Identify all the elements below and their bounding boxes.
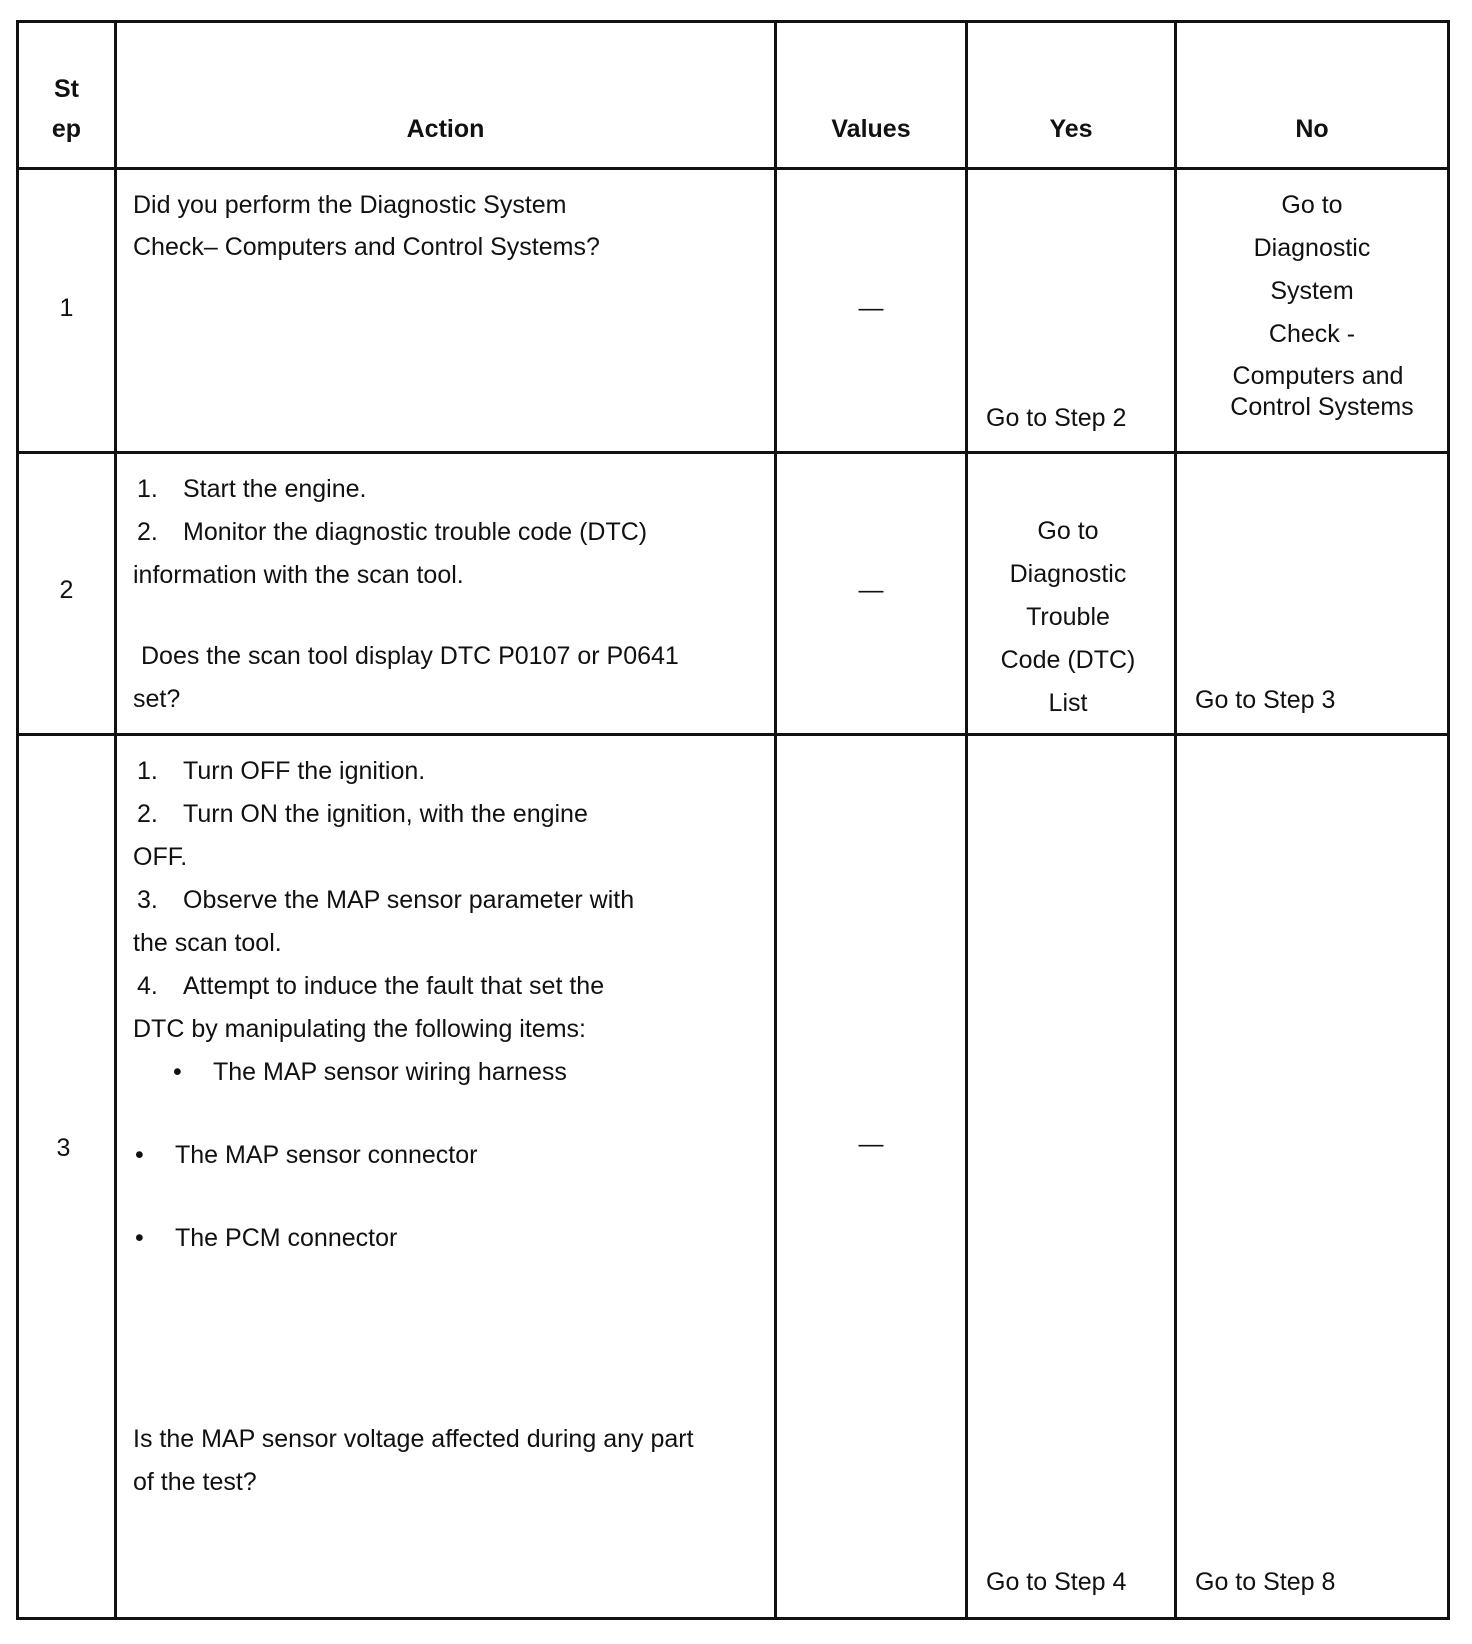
yes-link[interactable]: Go to Step 4	[986, 1568, 1127, 1596]
no-link[interactable]	[1177, 184, 1447, 421]
list-text: Monitor the diagnostic trouble code (DTC)	[183, 518, 648, 546]
step-number: 2	[59, 576, 74, 604]
yes-line: Go to	[1037, 517, 1099, 545]
list-continuation: information with the scan tool.	[133, 561, 464, 589]
table-row	[18, 735, 1449, 1619]
table-row	[18, 453, 1449, 735]
list-continuation: OFF.	[133, 843, 188, 871]
value-dash: —	[858, 576, 884, 604]
yes-column-header	[967, 22, 1176, 169]
action-cell	[116, 453, 776, 735]
list-number: 3.	[137, 886, 158, 914]
bullet-glyph: •	[173, 1058, 182, 1086]
step-number: 1	[59, 294, 74, 322]
action-cell	[116, 169, 776, 453]
question-line: set?	[133, 685, 181, 713]
bullet-item	[133, 1217, 764, 1260]
list-item	[133, 468, 764, 511]
list-text: Turn ON the ignition, with the engine	[183, 800, 588, 828]
yes-line: Diagnostic	[1009, 560, 1127, 588]
diagnostic-table	[16, 20, 1450, 1620]
table-row	[18, 169, 1449, 453]
list-text: Attempt to induce the fault that set the	[183, 972, 605, 1000]
list-item	[133, 750, 764, 793]
step-number: 3	[56, 1134, 71, 1162]
action-line: Did you perform the Diagnostic System	[133, 191, 567, 219]
question-line: of the test?	[133, 1468, 257, 1496]
no-header-label: No	[1295, 115, 1329, 143]
no-link[interactable]: Go to Step 8	[1195, 1568, 1336, 1596]
step-header-line-1: St	[54, 75, 79, 103]
list-continuation: DTC by manipulating the following items:	[133, 1015, 586, 1043]
bullet-glyph: •	[135, 1141, 144, 1169]
list-text: Turn OFF the ignition.	[183, 757, 426, 785]
bullet-item	[133, 1051, 764, 1094]
bullet-text: The PCM connector	[175, 1224, 398, 1252]
list-item	[133, 965, 764, 1008]
no-line: Check -	[1268, 320, 1356, 348]
yes-cell	[967, 735, 1176, 1619]
diagnostic-page	[16, 20, 1447, 1620]
yes-header-label: Yes	[1049, 115, 1093, 143]
no-line: System	[1270, 277, 1354, 305]
list-item	[133, 879, 764, 922]
values-header-label: Values	[831, 115, 911, 143]
step-header-line-2: ep	[51, 115, 82, 143]
list-continuation: the scan tool.	[133, 929, 282, 957]
no-line: Computers and	[1232, 362, 1404, 390]
no-cell	[1176, 453, 1449, 735]
yes-line: Code (DTC)	[1000, 646, 1136, 674]
step-cell	[18, 735, 116, 1619]
no-line: Diagnostic	[1253, 234, 1371, 262]
action-line: Check– Computers and Control Systems?	[133, 233, 600, 261]
yes-cell	[967, 169, 1176, 453]
values-cell	[776, 735, 967, 1619]
bullet-text: The MAP sensor connector	[175, 1141, 478, 1169]
yes-cell	[967, 453, 1176, 735]
list-number: 1.	[137, 475, 158, 503]
step-column-header	[18, 22, 116, 169]
values-cell	[776, 169, 967, 453]
values-column-header	[776, 22, 967, 169]
list-text: Start the engine.	[183, 475, 367, 503]
list-item	[133, 793, 764, 836]
header-row	[18, 22, 1449, 169]
value-dash: —	[858, 294, 884, 322]
list-item	[133, 511, 764, 554]
list-number: 2.	[137, 518, 158, 546]
list-text: Observe the MAP sensor parameter with	[183, 886, 635, 914]
step-cell	[18, 453, 116, 735]
question-line: Does the scan tool display DTC P0107 or P0641	[141, 642, 679, 670]
value-dash: —	[858, 1130, 884, 1158]
question-line: Is the MAP sensor voltage affected during any part	[133, 1425, 694, 1453]
bullet-glyph: •	[135, 1224, 144, 1252]
list-number: 2.	[137, 800, 158, 828]
bullet-text: The MAP sensor wiring harness	[213, 1058, 567, 1086]
no-cell	[1176, 169, 1449, 453]
yes-line: Trouble	[1026, 603, 1110, 631]
yes-link[interactable]: Go to Step 2	[986, 404, 1127, 432]
no-link[interactable]: Go to Step 3	[1195, 686, 1336, 714]
yes-line: List	[1048, 689, 1088, 717]
yes-link[interactable]	[962, 510, 1174, 725]
action-header-label: Action	[406, 115, 485, 143]
action-cell	[116, 735, 776, 1619]
no-line: Go to	[1281, 191, 1343, 219]
no-cell	[1176, 735, 1449, 1619]
step-cell	[18, 169, 116, 453]
list-number: 4.	[137, 972, 158, 1000]
bullet-item	[133, 1134, 764, 1177]
no-line: Control Systems	[1230, 393, 1414, 421]
action-column-header	[116, 22, 776, 169]
list-number: 1.	[137, 757, 158, 785]
values-cell	[776, 453, 967, 735]
no-column-header	[1176, 22, 1449, 169]
